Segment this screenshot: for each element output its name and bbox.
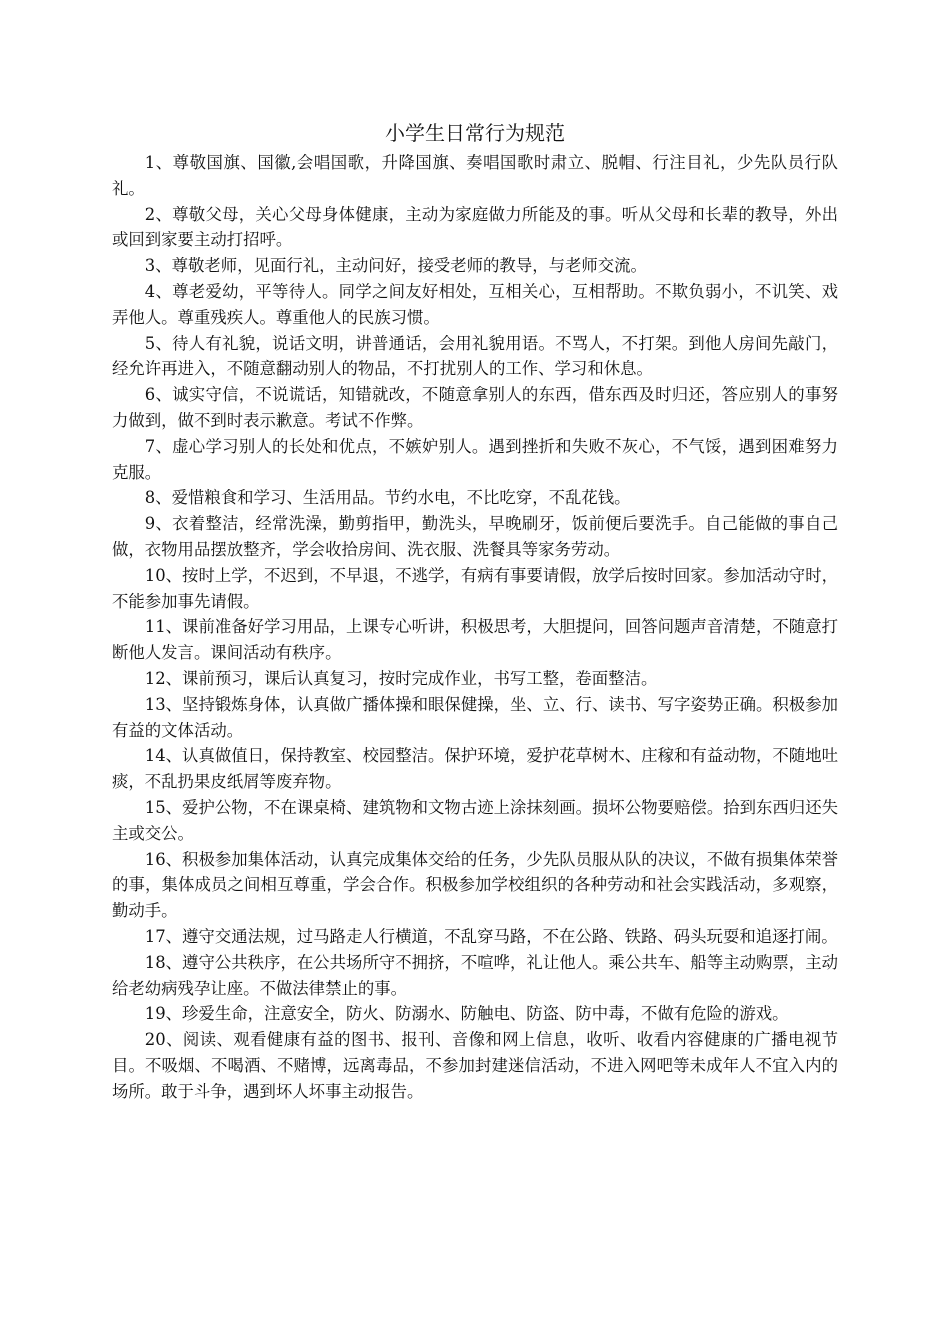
rule-item-16: 16、积极参加集体活动，认真完成集体交给的任务，少先队员服从队的决议，不做有损集体荣誉的事，集体成员之间相互尊重，学会合作。积极参加学校组织的各种劳动和社会实践活动，多观察，勤动手。 [112, 849, 838, 921]
document-page [112, 116, 838, 1104]
rule-item-15: 15、爱护公物，不在课桌椅、建筑物和文物古迹上涂抹刻画。损坏公物要赔偿。拾到东西归还失主或交公。 [112, 797, 838, 843]
rule-item-9: 9、衣着整洁，经常洗澡，勤剪指甲，勤洗头，早晚刷牙，饭前便后要洗手。自己能做的事自己做，衣物用品摆放整齐，学会收拾房间、洗衣服、洗餐具等家务劳动。 [112, 514, 838, 559]
rule-item-1: 1、尊敬国旗、国徽,会唱国歌，升降国旗、奏唱国歌时肃立、脱帽、行注目礼，少先队员行队礼。 [112, 153, 838, 198]
document-title: 小学生日常行为规范 [385, 121, 565, 145]
rule-item-14: 14、认真做值日，保持教室、校园整洁。保护环境，爱护花草树木、庄稼和有益动物，不随地吐痰，不乱扔果皮纸屑等废弃物。 [112, 746, 838, 792]
rule-item-13: 13、坚持锻炼身体，认真做广播体操和眼保健操，坐、立、行、读书、写字姿势正确。积极参加有益的文体活动。 [112, 694, 838, 740]
rule-item-11: 11、课前准备好学习用品，上课专心听讲，积极思考，大胆提问，回答问题声音清楚，不随意打断他人发言。课间活动有秩序。 [112, 617, 838, 663]
rule-item-3: 3、尊敬老师，见面行礼，主动问好，接受老师的教导，与老师交流。 [144, 256, 647, 276]
rule-item-6: 6、诚实守信，不说谎话，知错就改，不随意拿别人的东西，借东西及时归还，答应别人的事努力做到，做不到时表示歉意。考试不作弊。 [112, 385, 838, 430]
rule-item-20: 20、阅读、观看健康有益的图书、报刊、音像和网上信息，收听、收看内容健康的广播电视节目。不吸烟、不喝酒、不赌博，远离毒品，不参加封建迷信活动，不进入网吧等未成年人不宜入内的场所。敢于斗争，遇到坏人坏事主动报告。 [112, 1030, 838, 1101]
rule-item-2: 2、尊敬父母，关心父母身体健康，主动为家庭做力所能及的事。听从父母和长辈的教导，外出或回到家要主动打招呼。 [112, 204, 838, 250]
rule-item-7: 7、虚心学习别人的长处和优点，不嫉妒别人。遇到挫折和失败不灰心，不气馁，遇到困难努力克服。 [112, 436, 838, 482]
rule-item-17: 17、遵守交通法规，过马路走人行横道，不乱穿马路，不在公路、铁路、码头玩耍和追逐打闹。 [144, 926, 838, 946]
rule-item-18: 18、遵守公共秩序，在公共场所守不拥挤，不喧哗，礼让他人。乘公共车、船等主动购票，主动给老幼病残孕让座。不做法律禁止的事。 [112, 952, 838, 998]
rule-item-4: 4、尊老爱幼，平等待人。同学之间友好相处，互相关心，互相帮助。不欺负弱小，不讥笑、戏弄他人。尊重残疾人。尊重他人的民族习惯。 [112, 281, 838, 327]
rule-item-19: 19、珍爱生命，注意安全，防火、防溺水、防触电、防盗、防中毒，不做有危险的游戏。 [144, 1004, 789, 1024]
rule-item-5: 5、待人有礼貌，说话文明，讲普通话，会用礼貌用语。不骂人，不打架。到他人房间先敲门，经允许再进入，不随意翻动别人的物品，不打扰别人的工作、学习和休息。 [112, 333, 838, 379]
rule-item-12: 12、课前预习，课后认真复习，按时完成作业，书写工整，卷面整洁。 [144, 668, 658, 688]
rule-item-10: 10、按时上学，不迟到，不早退，不逃学，有病有事要请假，放学后按时回家。参加活动守时，不能参加事先请假。 [112, 565, 838, 611]
rule-item-8: 8、爱惜粮食和学习、生活用品。节约水电，不比吃穿，不乱花钱。 [144, 488, 631, 508]
rules-list [112, 150, 838, 1104]
